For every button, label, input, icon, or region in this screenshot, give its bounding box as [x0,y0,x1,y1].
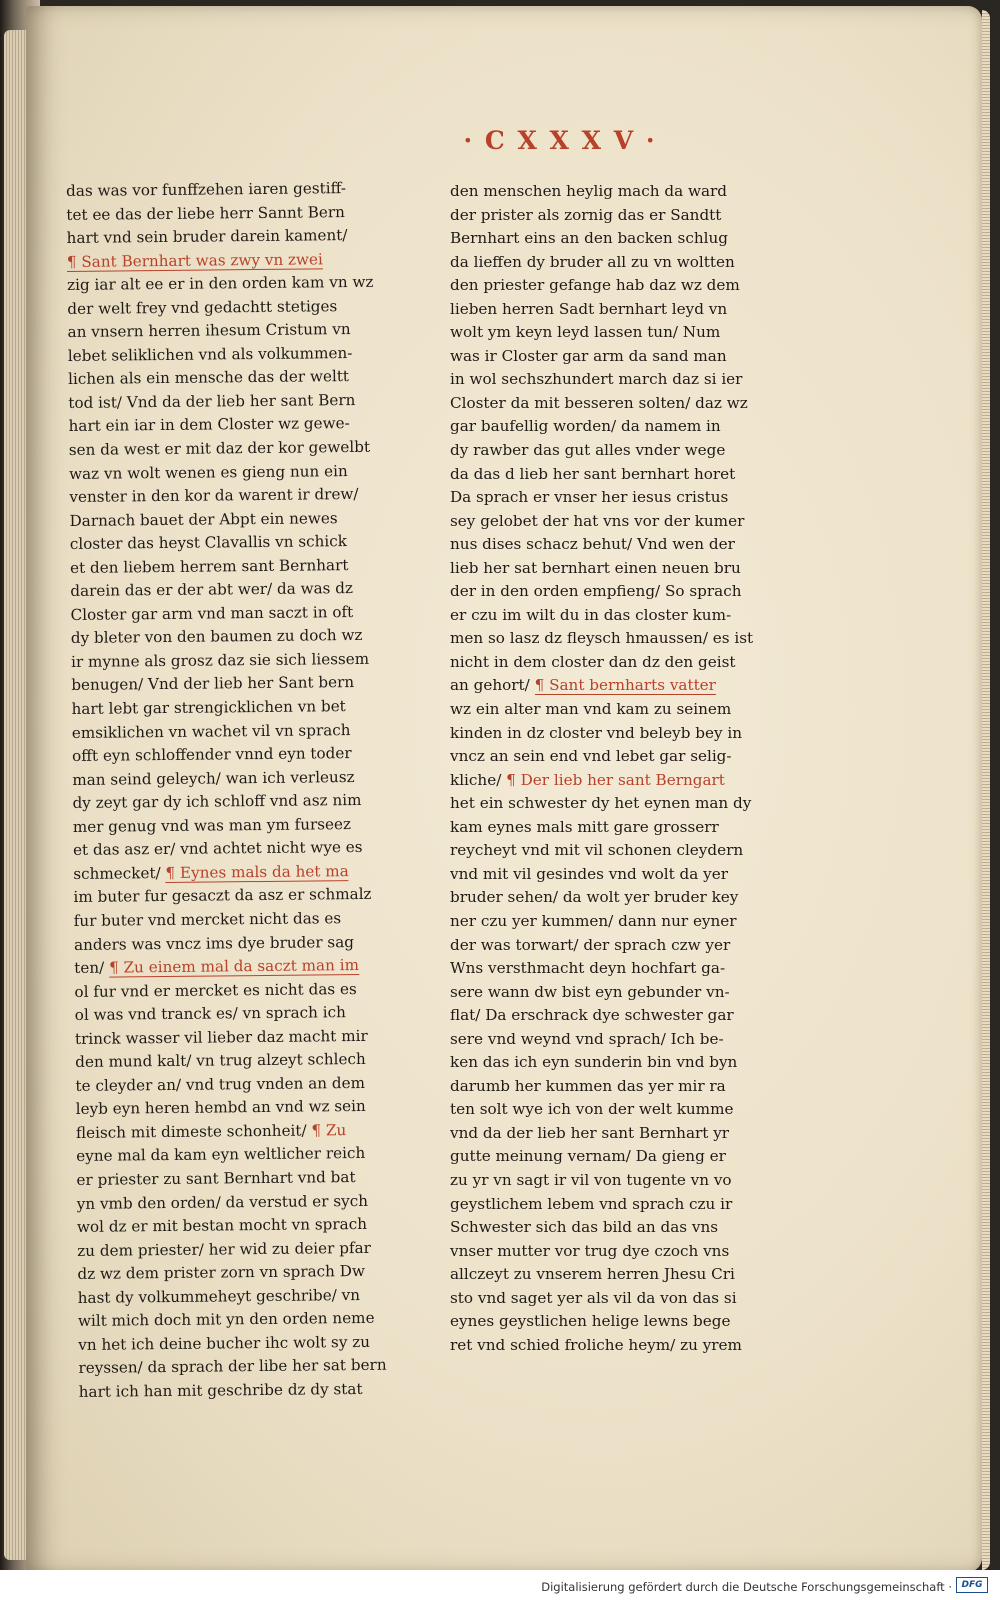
text-line: anders was vncz ims dye bruder sag [73,932,355,954]
text-line: closter das heyst Clavallis vn schick [69,532,348,554]
text-line: allczeyt zu vnserem herren Jhesu Cri [450,1265,735,1284]
text-line: vnd mit vil gesindes vnd wolt da yer [450,864,728,883]
text-line: er priester zu sant Bernhart vnd bat [76,1167,356,1189]
text-line: reycheyt vnd mit vil schonen cleydern [450,841,744,860]
text-line: wz ein alter man vnd kam zu seinem [450,700,732,719]
text-line: tod ist/ Vnd da der lieb her sant Bern [68,390,356,412]
text-line: gutte meinung vernam/ Da gieng er [450,1147,726,1166]
text-line: benugen/ Vnd der lieb her Sant bern [71,673,355,695]
text-line: offt eyn schloffender vnnd eyn toder [71,744,352,766]
text-line: sere vnd weynd vnd sprach/ Ich be- [450,1029,724,1048]
text-line: lieben herren Sadt bernhart leyd vn [450,299,728,318]
text-line: da lieffen dy bruder all zu vn woltten [450,252,735,271]
text-line: hart vnd sein bruder darein kament/ [66,226,348,248]
text-line: sere wann dw bist eyn gebunder vn- [450,982,730,1001]
text-line: hart ein iar in dem Closter wz gewe- [68,414,350,436]
text-line: wolt ym keyn leyd lassen tun/ Num [450,323,721,342]
text-line: yn vmb den orden/ da verstud er sych [76,1191,369,1213]
text-line: venster in den kor da warent ir drew/ [69,485,359,507]
text-line: dy bleter von den baumen zu doch wz [70,626,363,648]
text-line: vnser mutter vor trug dye czoch vns [450,1241,730,1260]
text-column-right [450,180,790,1357]
text-line: ret vnd schied froliche heym/ zu yrem [450,1335,742,1354]
text-line: kam eynes mals mitt gare grosserr [450,817,719,836]
text-line: emsiklichen vn wachet vil vn sprach [71,720,351,742]
text-line: Da sprach er vnser her iesus cristus [450,488,729,507]
text-line: ner czu yer kummen/ dann nur eyner [450,911,737,930]
text-line: darein das er der abt wer/ da was dz [70,579,354,601]
text-line: et das asz er/ vnd achtet nicht wye es [72,838,363,860]
text-line: eyne mal da kam eyn weltlicher reich [76,1144,366,1166]
text-line: lebet seliklichen vnd als volkummen- [67,343,353,365]
text-line: men so lasz dz fleysch hmaussen/ es ist [450,629,754,648]
text-line: lichen als ein mensche das der weltt [67,367,350,389]
text-line: sto vnd saget yer als vil da von das si [450,1288,737,1307]
text-line: nicht in dem closter dan dz den geist [450,652,736,671]
text-line: was ir Closter gar arm da sand man [450,346,727,365]
text-line: ol was vnd tranck es/ vn sprach ich [74,1003,346,1025]
text-line: wol dz er mit bestan mocht vn sprach [76,1214,368,1237]
text-line: da das d lieb her sant bernhart horet [450,464,736,483]
text-line: hart ich han mit geschribe dz dy stat [78,1379,363,1401]
text-line: den menschen heylig mach da ward [450,182,727,200]
text-line: Wns versthmacht deyn hochfart ga- [450,959,726,978]
text-line: gar baufellig worden/ da namem in [450,417,721,436]
text-line: der was torwart/ der sprach czw yer [450,935,731,954]
text-line: fur buter vnd mercket nicht das es [73,909,342,930]
text-line: man seind geleych/ wan ich verleusz [72,767,355,789]
text-line: im buter fur gesaczt da asz er schmalz [73,885,372,907]
text-line: flat/ Da erschrack dye schwester gar [450,1006,734,1025]
text-line: dz wz dem prister zorn vn sprach Dw [77,1262,366,1284]
left-page-stack [4,30,26,1560]
text-line: ken das ich eyn sunderin bin vnd byn [450,1053,738,1072]
text-line: Closter gar arm vnd man saczt in oft [70,602,354,624]
text-line: kinden in dz closter vnd beleyb bey in [450,723,743,742]
text-line: er czu im wilt du in das closter kum- [450,605,732,624]
text-line: den mund kalt/ vn trug alzeyt schlech [75,1050,366,1072]
text-line: vnd da der lieb her sant Bernhart yr [450,1123,730,1142]
text-line: eynes geystlichen helige lewns bege [450,1312,731,1331]
text-line: leyb eyn heren hembd an vnd wz sein [75,1097,366,1119]
text-line: nus dises schacz behut/ Vnd wen der [450,535,735,554]
text-line: den priester gefange hab daz wz dem [450,276,740,295]
text-line: ol fur vnd er mercket es nicht das es [74,979,357,1001]
text-line: kliche/ ¶ Der lieb her sant Berngart [450,770,725,789]
text-line: geystlichem lebem vnd sprach czu ir [450,1194,733,1213]
page-fore-edge [982,10,990,1570]
text-line: sey gelobet der hat vns vor der kumer [450,511,745,530]
text-line: hast dy volkummeheyt geschribe/ vn [77,1285,361,1307]
text-line: wilt mich doch mit yn den orden neme [77,1309,375,1331]
text-line: sen da west er mit daz der kor gewelbt [68,437,371,460]
text-line: het ein schwester dy het eynen man dy [450,794,752,813]
text-line: Bernhart eins an den backen schlug [450,229,728,248]
text-line: zu yr vn sagt ir vil von tugente vn vo [450,1170,732,1189]
text-line: lieb her sat bernhart einen neuen bru [450,558,741,577]
text-line: zig iar alt ee er in den orden kam vn wz [67,272,374,295]
text-line: dy zeyt gar dy ich schloff vnd asz nim [72,791,362,813]
text-line: darumb her kummen das yer mir ra [450,1076,726,1095]
text-line: te cleyder an/ vnd trug vnden an dem [75,1073,366,1095]
text-line: ten solt wye ich von der welt kumme [450,1100,734,1119]
text-line: an vnsern herren ihesum Cristum vn [67,320,351,342]
text-line: der in den orden empfieng/ So sprach [450,582,742,601]
dfg-logo[interactable]: DFG [956,1577,988,1593]
text-line: dy rawber das gut alles vnder wege [450,441,726,460]
text-line: Closter da mit besseren solten/ daz wz [450,393,748,412]
text-line: vncz an sein end vnd lebet gar selig- [450,747,732,766]
text-line: Darnach bauet der Abpt ein newes [69,508,338,530]
text-line: Schwester sich das bild an das vns [450,1218,719,1237]
text-line: hart lebt gar strengicklichen vn bet [71,697,346,719]
text-line: zu dem priester/ her wid zu deier pfar [77,1238,371,1260]
text-line: in wol sechszhundert march daz si ier [450,370,743,389]
text-line: reyssen/ da sprach der libe her sat bern [78,1356,387,1378]
text-line: mer genug vnd was man ym furseez [72,814,352,836]
text-line: tet ee das der liebe herr Sannt Bern [66,202,345,224]
text-line: der welt frey vnd gedachtt stetiges [67,296,338,318]
text-line: et den liebem herrem sant Bernhart [69,555,349,577]
text-line: waz vn wolt wenen es gieng nun ein [68,461,348,483]
footer-bar [0,1570,1000,1600]
text-line: das was vor funffzehen iaren gestiff- [66,179,347,200]
text-line: ir mynne als grosz daz sie sich liessem [70,649,370,671]
text-line: bruder sehen/ da wolt yer bruder key [450,888,739,907]
text-line: ¶ Sant Bernhart was zwy vn zwei [66,249,323,271]
text-line: trinck wasser vil lieber daz macht mir [74,1026,368,1048]
text-line: vn het ich deine bucher ihc wolt sy zu [78,1332,371,1354]
footer-credit: Digitalisierung gefördert durch die Deutsche Forschungsgemeinschaft · [541,1580,952,1594]
text-line: schmecket/ ¶ Eynes mals da het ma [73,861,349,883]
text-line: ten/ ¶ Zu einem mal da saczt man im [74,956,360,978]
folio-number: · C X X X V · [463,126,657,155]
text-line: der prister als zornig das er Sandtt [450,205,722,224]
text-line: fleisch mit dimeste schonheit/ ¶ Zu [75,1120,347,1142]
text-line: an gehort/ ¶ Sant bernharts vatter [450,676,716,695]
text-column-left [66,176,417,1404]
